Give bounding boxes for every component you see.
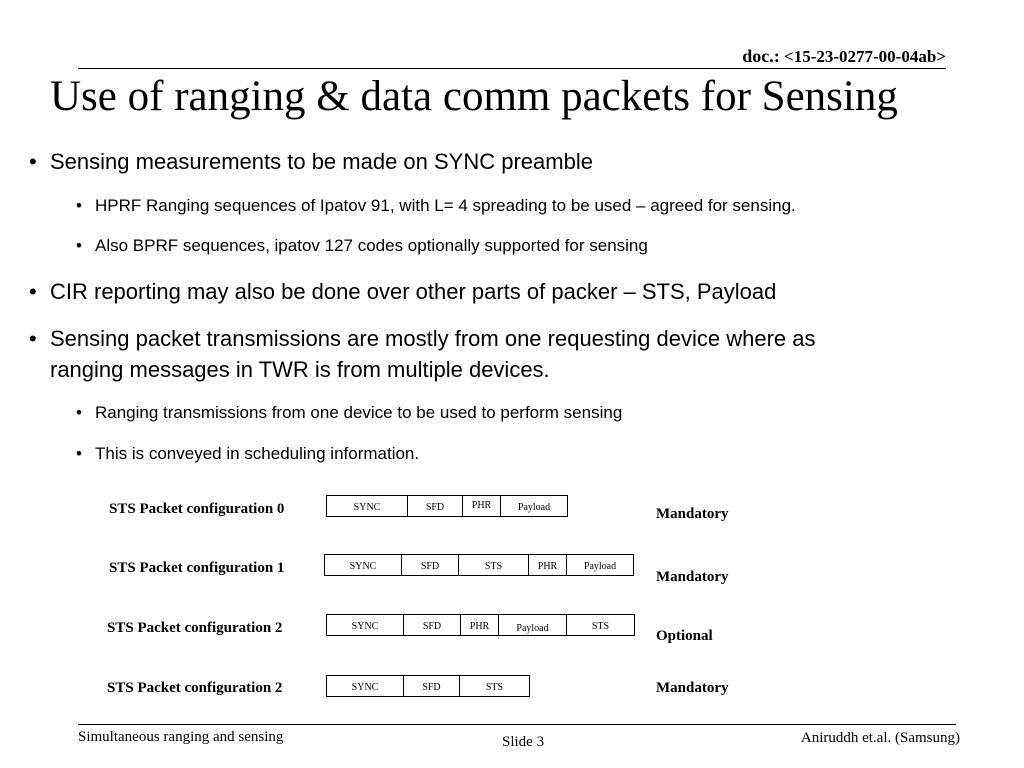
footer-left: Simultaneous ranging and sensing bbox=[78, 729, 284, 745]
field-payload: Payload bbox=[499, 615, 567, 635]
subbullet-scheduling bbox=[76, 443, 420, 465]
subbullet-text: This is conveyed in scheduling information. bbox=[95, 444, 420, 463]
subbullet-dot: • bbox=[76, 236, 82, 255]
bullet-text-line1: Sensing packet transmissions are mostly from one requesting device where as bbox=[50, 326, 816, 351]
field-phr: PHR bbox=[463, 496, 501, 516]
field-phr: PHR bbox=[529, 555, 567, 575]
subbullet-dot: • bbox=[76, 444, 82, 463]
subbullet-ranging-transmissions bbox=[76, 402, 623, 424]
bullet-text: CIR reporting may also be done over other parts of packer – STS, Payload bbox=[50, 279, 777, 304]
config-3-status: Mandatory bbox=[656, 680, 729, 696]
config-2-packet bbox=[326, 614, 635, 636]
footer-rule bbox=[78, 724, 956, 725]
slide-number: Slide 3 bbox=[502, 734, 545, 750]
field-phr: PHR bbox=[461, 615, 499, 635]
bullet-text-line2: ranging messages in TWR is from multiple devices. bbox=[50, 357, 550, 382]
field-sts: STS bbox=[459, 555, 529, 575]
bullet-sensing-measurements bbox=[29, 146, 593, 177]
bullet-sensing-packet bbox=[29, 323, 816, 385]
bullet-dot: • bbox=[29, 326, 37, 351]
bullet-cir-reporting bbox=[29, 276, 777, 307]
subbullet-bprf bbox=[76, 235, 648, 257]
field-sts: STS bbox=[485, 682, 504, 693]
config-3-label: STS Packet configuration 2 bbox=[107, 680, 283, 696]
config-3-packet bbox=[326, 675, 530, 697]
subbullet-text: HPRF Ranging sequences of Ipatov 91, with L= 4 spreading to be used – agreed for sensing. bbox=[95, 196, 796, 215]
field-sync: SYNC bbox=[327, 615, 404, 635]
config-1-status: Mandatory bbox=[656, 569, 729, 585]
bullet-dot: • bbox=[29, 279, 37, 304]
bullet-dot: • bbox=[29, 149, 37, 174]
subbullet-hprf bbox=[76, 195, 796, 217]
subbullet-dot: • bbox=[76, 196, 82, 215]
config-1-label: STS Packet configuration 1 bbox=[109, 560, 285, 576]
field-sfd: SFD bbox=[402, 555, 459, 575]
config-0-label: STS Packet configuration 0 bbox=[109, 501, 285, 517]
footer-author: Aniruddh et.al. (Samsung) bbox=[800, 730, 960, 746]
field-sfd: SFD bbox=[404, 676, 460, 696]
doc-id-value: <15-23-0277-00-04ab> bbox=[784, 47, 946, 66]
config-2-label: STS Packet configuration 2 bbox=[107, 620, 283, 636]
field-sfd: SFD bbox=[404, 615, 461, 635]
subbullet-text: Also BPRF sequences, ipatov 127 codes optionally supported for sensing bbox=[95, 236, 648, 255]
doc-id bbox=[742, 46, 946, 67]
subbullet-dot: • bbox=[76, 403, 82, 422]
bullet-text: Sensing measurements to be made on SYNC preamble bbox=[50, 149, 593, 174]
config-0-status: Mandatory bbox=[656, 506, 729, 522]
config-1-packet bbox=[324, 554, 634, 576]
config-2-status: Optional bbox=[656, 628, 713, 644]
header-rule bbox=[78, 68, 946, 69]
field-sync: SYNC bbox=[327, 676, 404, 696]
config-0-packet bbox=[326, 495, 568, 517]
field-sts: STS bbox=[591, 621, 610, 632]
subbullet-text: Ranging transmissions from one device to be used to perform sensing bbox=[95, 403, 623, 422]
field-sync: SYNC bbox=[327, 496, 408, 516]
doc-id-prefix: doc.: bbox=[742, 46, 780, 66]
slide-title: Use of ranging & data comm packets for Sensing bbox=[50, 73, 898, 120]
field-payload: Payload bbox=[583, 561, 617, 572]
field-sync: SYNC bbox=[325, 555, 402, 575]
field-sfd: SFD bbox=[408, 496, 463, 516]
field-payload: Payload bbox=[517, 502, 551, 513]
